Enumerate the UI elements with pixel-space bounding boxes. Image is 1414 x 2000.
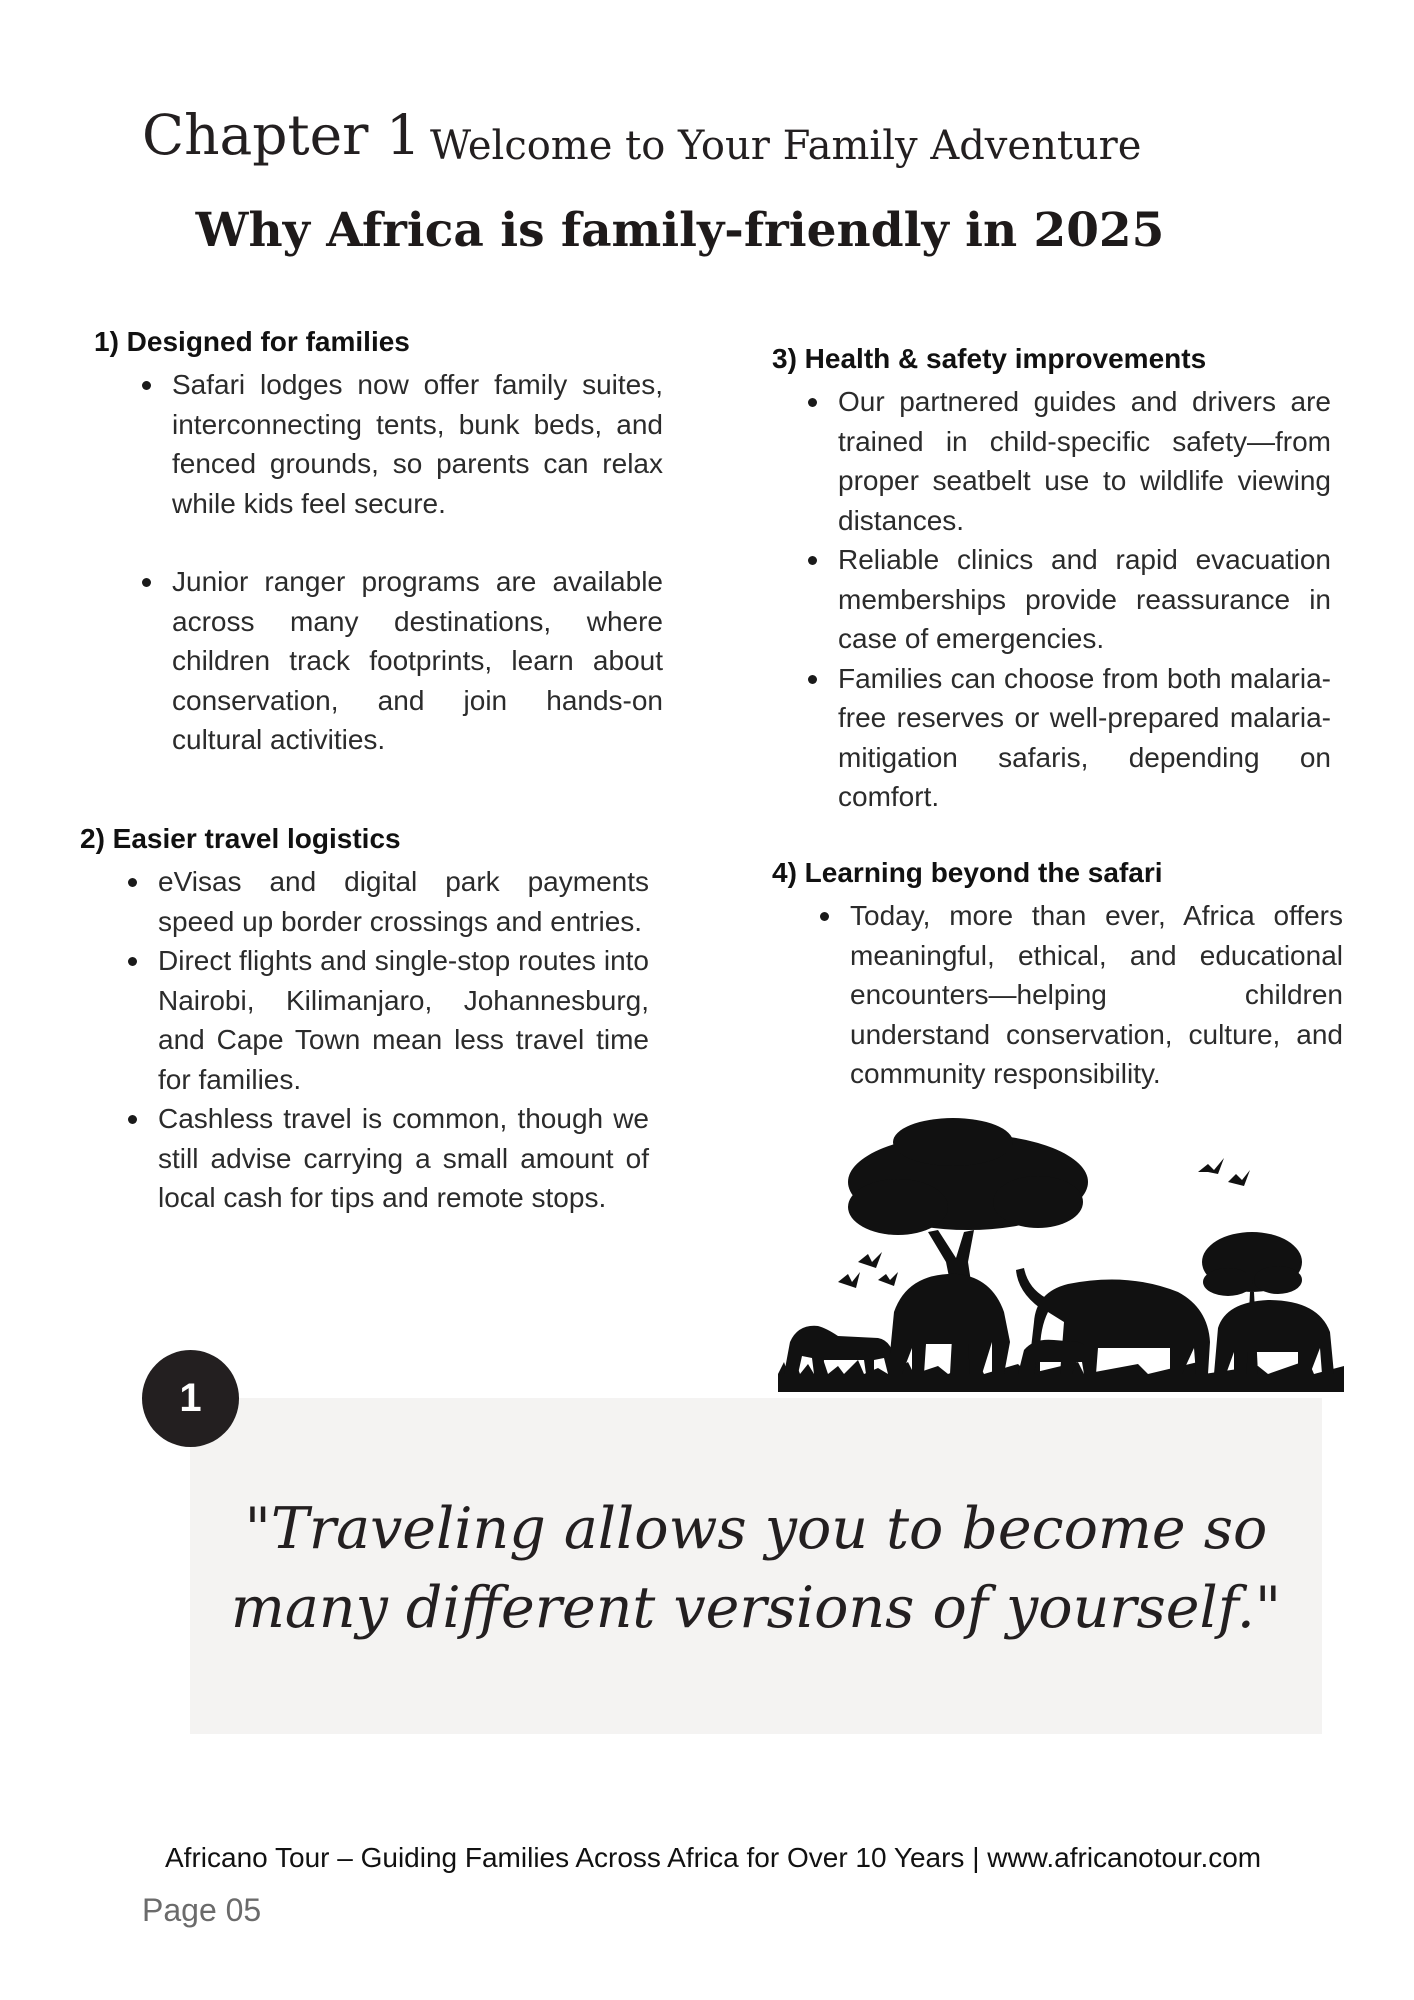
- bird-icon: [878, 1272, 898, 1286]
- list-item: Junior ranger programs are available across many destinations, where children track footprints, learn about conservation, and join hands-on cultural activities.: [138, 562, 663, 760]
- elephant-raised-trunk: [1016, 1268, 1046, 1308]
- list-item: Today, more than ever, Africa offers meaningful, ethical, and educational encounters—helping children understand conservation, culture, and community responsibility.: [816, 896, 1343, 1094]
- quote-text: [190, 1490, 1322, 1648]
- lion-left: [784, 1326, 896, 1374]
- section-heading-families: 1) Designed for families: [94, 326, 410, 357]
- list-item: Cashless travel is common, though we still advise carrying a small amount of local cash for tips and remote stops.: [124, 1099, 649, 1218]
- bird-icon: [838, 1272, 860, 1288]
- page-number: Page 05: [142, 1892, 262, 1928]
- chapter-subtitle: Welcome to Your Family Adventure: [430, 123, 1142, 169]
- list-item: Safari lodges now offer family suites, interconnecting tents, bunk beds, and fenced grounds, so parents can relax while kids feel secure.: [138, 365, 663, 523]
- page-title: Why Africa is family-friendly in 2025: [195, 203, 1165, 258]
- section-heading-logistics: 2) Easier travel logistics: [80, 823, 401, 854]
- ground-strip: [778, 1374, 1344, 1392]
- elephant-center-left: [888, 1274, 1010, 1374]
- bullet-list-logistics: [124, 862, 649, 1218]
- quote-line-2: many different versions of yourself.": [230, 1575, 1282, 1641]
- quote-box: [190, 1398, 1322, 1734]
- section-heading-learning: 4) Learning beyond the safari: [772, 857, 1163, 888]
- list-item: Families can choose from both malaria-free reserves or well-prepared malaria-mitigation safaris, depending on comfort.: [804, 659, 1331, 817]
- number-badge: 1: [142, 1350, 239, 1447]
- chapter-label: Chapter 1: [142, 103, 421, 167]
- safari-silhouette-illustration: [778, 1112, 1344, 1392]
- list-item: Our partnered guides and drivers are trained in child-specific safety—from proper seatbelt use to wildlife viewing distances.: [804, 382, 1331, 540]
- bird-icon: [1198, 1158, 1224, 1174]
- bullet-list-learning: [816, 896, 1343, 1094]
- quote-line-1: "Traveling allows you to become so: [244, 1496, 1268, 1562]
- bird-icon: [858, 1252, 882, 1268]
- list-item: Reliable clinics and rapid evacuation memberships provide reassurance in case of emergencies.: [804, 540, 1331, 659]
- elephant-right: [1214, 1300, 1334, 1374]
- bullet-list-safety: [804, 382, 1331, 817]
- section-heading-safety: 3) Health & safety improvements: [772, 343, 1207, 374]
- list-item: Direct flights and single-stop routes into Nairobi, Kilimanjaro, Johannesburg, and Cape Town mean less travel time for families.: [124, 941, 649, 1099]
- footer-text: Africano Tour – Guiding Families Across Africa for Over 10 Years | www.africanotour.com: [165, 1842, 1262, 1873]
- list-item: eVisas and digital park payments speed up border crossings and entries.: [124, 862, 649, 941]
- bird-icon: [1228, 1170, 1250, 1186]
- bullet-list-families: [138, 365, 663, 760]
